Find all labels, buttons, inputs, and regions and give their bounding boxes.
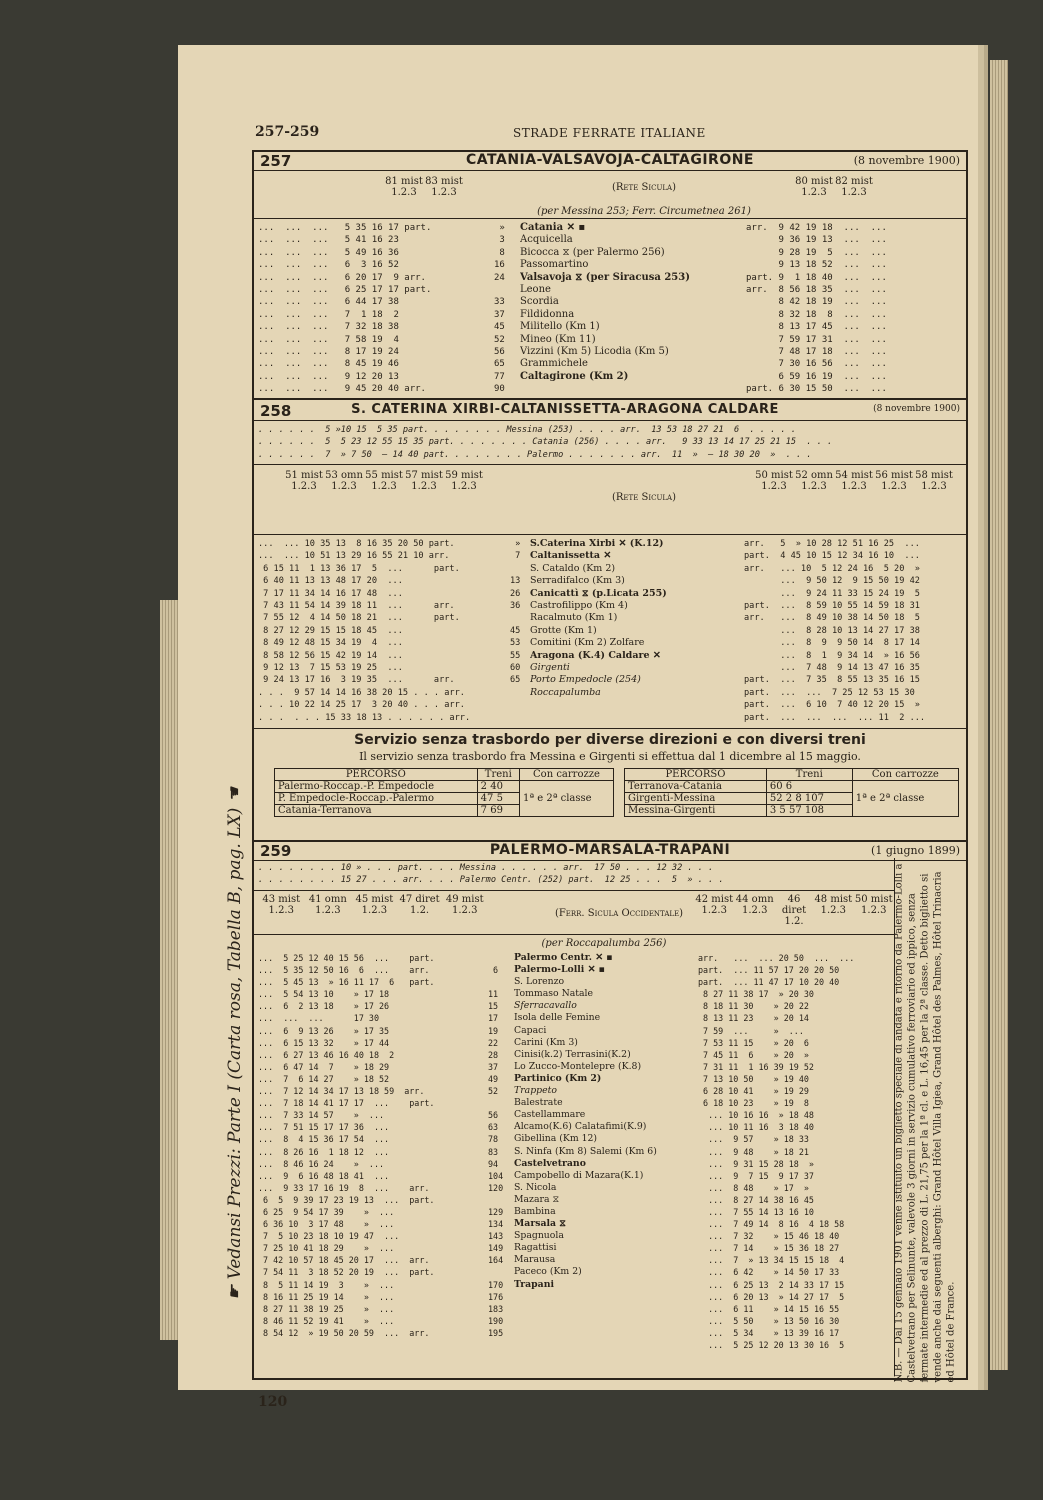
station: Palermo Centr. ✕ ▪ (514, 952, 613, 963)
train-col: 55 mist 1.2.3 (365, 470, 403, 492)
section-258-left-cols (284, 470, 484, 492)
station: Lo Zucco-Montelepre (K.8) (514, 1060, 642, 1072)
station: Passomartino (520, 259, 589, 271)
station: Capaci (514, 1024, 547, 1036)
section-258-stations (530, 538, 745, 699)
section-date: (8 novembre 1900) (873, 404, 960, 414)
station: Vizzini (Km 5) Licodia (Km 5) (520, 346, 669, 358)
network-label: (Ferr. Sicula Occidentale) (554, 908, 684, 919)
train-col: 54 mist 1.2.3 (835, 470, 873, 492)
section-date: (1 giugno 1899) (871, 844, 960, 857)
section-259-left-cols (258, 894, 488, 916)
trains: 7 69 (477, 805, 519, 817)
station: Tommaso Natale (514, 988, 594, 1000)
station: Carini (Km 3) (514, 1036, 578, 1048)
train-col: 46 diret 1.2. (781, 894, 807, 927)
station: S. Cataldo (Km 2) (530, 562, 616, 574)
station: Catania ✕ ▪ (520, 222, 586, 233)
train-col: 50 mist 1.2.3 (854, 894, 893, 916)
station: Spagnuola (514, 1230, 564, 1242)
service-subtitle: Il servizio senza trasbordo fra Messina e Girgenti si effettua dal 1 dicembre al 15 maggio. (359, 750, 861, 763)
route: Catania-Terranova (275, 805, 478, 817)
section-date: (8 novembre 1900) (853, 154, 960, 167)
col-header: Con carrozze (519, 769, 613, 781)
rule (254, 728, 966, 729)
trains: 60 6 (766, 781, 852, 793)
train-col: 56 mist 1.2.3 (875, 470, 913, 492)
rule (254, 218, 966, 219)
page-stack-edge (990, 60, 1008, 1370)
station: Porto Empedocle (254) (530, 674, 641, 686)
station: Gibellina (Km 12) (514, 1133, 598, 1145)
service-title: Servizio senza trasbordo per diverse direzioni e con diversi treni (354, 732, 866, 748)
train-col: 45 mist 1.2.3 (355, 894, 394, 916)
station: Roccapalumba (530, 686, 601, 698)
section-257-left-times: ... ... ... 5 35 16 17 part. ... ... ... 5 41 16 23 ... ... ... 5 49 16 36 ... ... ... 6 3 16 52 ... ... ... 6 20 17 9 arr. ... ... ... 6 25 17 17 part. ... ... ... 6 44 17 38 ... ... ... 7 1 18 2 ... ... ... 7 32 18 38 ... ... ... 7 58 19 4 ... ... ... 8 17 19 24 ... ... ... 8 45 19 46 ... ... ... 9 12 20 13 ... ... ... 9 45 20 40 arr. (258, 223, 432, 395)
station: S. Nicola (514, 1181, 557, 1193)
connection-note: (per Roccapalumba 256) (541, 938, 667, 949)
section-title: CATANIA-VALSAVOJA-CALTAGIRONE (466, 152, 754, 168)
station: Partinico (Km 2) (514, 1072, 602, 1084)
network-label: (Rete Sicula) (612, 182, 676, 193)
section-258-right-times: arr. 5 » 10 28 12 51 16 25 ... part. 4 45 10 15 12 34 16 10 ... arr. ... 10 5 12 24 16 5 20 » ... 9 50 12 9 15 50 19 42 ... 9 24 11 33 15 24 19 5 part. ... 8 59 10 55 14 59 18 31 arr. ... 8 49 10 38 14 50 18 5 ... 8 28 10 13 14 27 17 38 ... 8 9 9 50 14 8 17 14 ... 8 1 9 34 14 » 16 56 ... 7 48 9 14 13 47 16 35 part. ... 7 35 8 55 13 35 16 15 part. ... ... 7 25 12 53 15 30 part. ... 6 10 7 40 12 20 15 » part. ... ... ... ... 11 2 ... (744, 539, 926, 723)
section-title: S. CATERINA XIRBI-CALTANISSETTA-ARAGONA CALDARE (351, 402, 779, 417)
section-259-stations (514, 952, 694, 1291)
trains: 47 5 (477, 793, 519, 805)
rule (254, 464, 966, 465)
trains: 3 5 57 108 (766, 805, 852, 817)
station: S.Caterina Xirbi ✕ (K.12) (530, 538, 664, 549)
network-label: (Rete Sicula) (612, 492, 676, 503)
section-257-km: » 3 8 16 24 33 37 45 52 56 65 77 90 (494, 223, 505, 395)
section-259-header (254, 840, 966, 861)
station: Scordia (520, 296, 559, 308)
page-header (255, 120, 955, 146)
rule (254, 890, 894, 891)
station: Ragattisi (514, 1242, 557, 1254)
section-257-stations (520, 222, 740, 383)
rule (254, 534, 966, 535)
nb-note (893, 860, 965, 1383)
section-257-right-times: arr. 9 42 19 18 ... ... 9 36 19 13 ... ... 9 28 19 5 ... ... 9 13 18 52 ... ... part. 9 1 18 40 ... ... arr. 8 56 18 35 ... ... 8 42 18 19 ... ... 8 32 18 8 ... ... 8 13 17 45 ... ... 7 59 17 31 ... ... 7 48 17 18 ... ... 7 30 16 56 ... ... 6 59 16 19 ... ... part. 6 30 15 50 ... ... (746, 223, 887, 395)
route: Terranova-Catania (625, 781, 767, 793)
train-col: 49 mist 1.2.3 (445, 894, 484, 916)
station: Canicattì ⧖ (p.Licata 255) (530, 587, 667, 599)
running-title: STRADE FERRATE ITALIANE (513, 126, 706, 140)
section-258-right-cols (754, 470, 954, 492)
train-col-83: 83 mist 1.2.3 (425, 176, 463, 198)
section-257-header (254, 152, 966, 171)
station: Racalmuto (Km 1) (530, 612, 618, 624)
route: P. Empedocle-Roccap.-Palermo (275, 793, 478, 805)
col-header: PERCORSO (625, 769, 767, 781)
service-table-left (274, 768, 614, 817)
train-col-81: 81 mist 1.2.3 (385, 176, 423, 198)
station: Fildidonna (520, 308, 575, 320)
station: Caltanissetta ✕ (530, 550, 612, 562)
section-259-left-times: ... 5 25 12 40 15 56 ... part. ... 5 35 12 50 16 6 ... arr. ... 5 45 13 » 16 11 17 6 part. ... 5 54 13 10 » 17 18 ... 6 2 13 18 » 17 26 ... ... ... 17 30 ... 6 9 13 26 » 17 35 ... 6 15 13 32 » 17 44 ... 6 27 13 46 16 40 18 2 ... 6 47 14 7 » 18 29 ... 7 6 14 27 » 18 52 ... 7 12 14 34 17 13 18 59 arr. ... 7 18 14 41 17 17 ... part. ... 7 33 14 57 » ... ... 7 51 15 17 17 36 ... ... 8 4 15 36 17 54 ... ... 8 26 16 1 18 12 ... ... 8 46 16 24 » ... ... 9 6 16 48 18 41 ... ... 9 33 17 16 19 8 ... arr. 6 5 9 39 17 23 19 13 ... part. 6 25 9 54 17 39 » ... 6 36 10 3 17 48 » ... 7 5 10 23 18 10 19 47 ... 7 25 10 41 18 29 » ... 7 42 10 57 18 45 20 17 ... arr. 7 54 11 3 18 52 20 19 ... part. 8 5 11 14 19 3 » ... 8 16 11 25 19 14 » ... 8 27 11 38 19 25 » ... 8 46 11 52 19 41 » ... 8 54 12 » 19 50 20 59 ... arr. (258, 953, 435, 1338)
train-col: 44 omn 1.2.3 (735, 894, 774, 916)
station: Castelvetrano (514, 1157, 586, 1169)
section-number: 258 (260, 402, 292, 420)
station: Mazara ⧖ (514, 1193, 559, 1205)
station: Valsavoja ⧖ (per Siracusa 253) (520, 271, 690, 283)
section-258-left-times: ... ... 10 35 13 8 16 35 20 50 part. ... ... 10 51 13 29 16 55 21 10 arr. 6 15 11 1 13 36 17 5 ... part. 6 40 11 13 13 48 17 20 ... 7 17 11 34 14 16 17 48 ... 7 43 11 54 14 39 18 11 ... arr. 7 55 12 4 14 50 18 21 ... part. 8 27 12 29 15 15 18 45 ... 8 49 12 48 15 34 19 4 ... 8 58 12 56 15 42 19 14 ... 9 12 13 7 15 53 19 25 ... 9 24 13 17 16 3 19 35 ... arr. . . . 9 57 14 14 16 38 20 15 . . . arr. . . . 10 22 14 25 17 3 20 40 . . . arr. . . . . . . 15 33 18 13 . . . . . . arr. (258, 539, 471, 723)
train-col: 43 mist 1.2.3 (262, 894, 301, 916)
train-col: 50 mist 1.2.3 (755, 470, 793, 492)
trains: 2 40 (477, 781, 519, 793)
station: Girgenti (530, 662, 570, 674)
section-number: 257 (260, 152, 292, 170)
station: Bambina (514, 1205, 556, 1217)
station: Balestrate (514, 1097, 563, 1109)
station: Campobello di Mazara(K.1) (514, 1169, 644, 1181)
station: Palermo-Lolli ✕ ▪ (514, 964, 605, 976)
side-note-text: ☛ Vedansi Prezzi: Parte I (Carta rosa, Tabella B, pag. LX) ☚ (225, 787, 245, 1300)
nb-note-text: N.B. — Dal 15 gennaio 1901 venne istituito un biglietto speciale di andata e ritorno da Palermo-Lolli a Castelvetrano per Selinunte, valevole 3 giorni in servizio cumulativo ferroviario ed ippico, senza fermate intermedie ed al prezzo di L. 21,75 per la 1ª cl. e L. 16,45 per la 2ª classe. Detto biglietto si vende anche dai seguenti alberghi: Grand Hôtel Villa Igiea, Grand Hôtel des Palmes, Hôtel Trinacria ed Hôtel de France. (893, 863, 957, 1383)
station: Castrofilippo (Km 4) (530, 600, 628, 612)
col-header: Treni (766, 769, 852, 781)
section-259-connections: . . . . . . . . 10 » . . . part. . . . Messina . . . . . . arr. 17 50 . . . 12 32 . . . . . . . . . . . 15 27 . . . arr. . . . Palermo Centr. (252) part. 12 25 . . . 5 » . . . (258, 863, 724, 886)
route: Girgenti-Messina (625, 793, 767, 805)
col-header: Con carrozze (852, 769, 958, 781)
page-range: 257-259 (255, 124, 320, 140)
train-col: 41 omn 1.2.3 (308, 894, 347, 916)
train-col: 47 diret 1.2. (399, 894, 440, 916)
station: Paceco (Km 2) (514, 1266, 582, 1278)
section-259-right-times: arr. ... ... 20 50 ... ... part. ... 11 57 17 20 20 50 part. ... 11 47 17 10 20 40 8 27 11 38 17 » 20 30 8 18 11 30 » 20 22 8 13 11 23 » 20 14 7 59 ... » ... 7 53 11 15 » 20 6 7 45 11 6 » 20 » 7 31 11 1 16 39 19 52 7 13 10 50 » 19 40 6 28 10 41 » 19 29 6 18 10 23 » 19 8 ... 10 16 16 » 18 48 ... 10 11 16 3 18 40 ... 9 57 » 18 33 ... 9 48 » 18 21 ... 9 31 15 28 18 » ... 9 7 15 9 17 37 ... 8 48 » 17 » ... 8 27 14 38 16 45 ... 7 55 14 13 16 10 ... 7 49 14 8 16 4 18 58 ... 7 32 » 15 46 18 40 ... 7 14 » 15 36 18 27 ... 7 » 13 34 15 15 18 4 ... 6 42 » 14 50 17 33 ... 6 25 13 2 14 33 17 15 ... 6 20 13 » 14 27 17 5 ... 6 11 » 14 15 16 55 ... 5 50 » 13 50 16 30 ... 5 34 » 13 39 16 17 ... 5 25 12 20 13 30 16 5 (698, 953, 855, 1350)
train-col: 58 mist 1.2.3 (915, 470, 953, 492)
station: Acquicella (520, 234, 573, 246)
class: 1ª e 2ª classe (519, 781, 613, 817)
station: Bicocca ⧖ (per Palermo 256) (520, 246, 665, 258)
timetable-frame (252, 150, 968, 1380)
connection-note: (per Messina 253; Ferr. Circumetnea 261) (537, 206, 751, 217)
train-col: 42 mist 1.2.3 (695, 894, 734, 916)
section-259-km: 6 11 15 17 19 22 28 37 49 52 56 63 78 83 94 104 120 129 134 143 149 164 170 176 183 190 195 (488, 965, 504, 1338)
station: Sferracavallo (514, 1000, 577, 1012)
train-col-80: 80 mist 1.2.3 (795, 176, 833, 198)
section-title: PALERMO-MARSALA-TRAPANI (489, 842, 731, 858)
train-col: 48 mist 1.2.3 (814, 894, 853, 916)
station: Marsala ⧖ (514, 1218, 566, 1230)
station: Grammichele (520, 358, 588, 370)
station: Marausa (514, 1254, 556, 1266)
route: Palermo-Roccap.-P. Empedocle (275, 781, 478, 793)
station: S. Lorenzo (514, 976, 565, 988)
section-259-right-cols (694, 894, 894, 927)
station: Isola delle Femine (514, 1012, 601, 1024)
station: Comitini (Km 2) Zolfare (530, 637, 645, 649)
route: Messina-Girgenti (625, 805, 767, 817)
station: Trapani (514, 1278, 554, 1290)
station: Militello (Km 1) (520, 321, 600, 333)
station: Leone (520, 284, 551, 296)
section-number: 259 (260, 842, 292, 860)
train-col: 57 mist 1.2.3 (405, 470, 443, 492)
col-header: Treni (477, 769, 519, 781)
service-table-right (624, 768, 959, 817)
station: Mineo (Km 11) (520, 333, 596, 345)
page-number: 120 (258, 1394, 288, 1410)
trains: 52 2 8 107 (766, 793, 852, 805)
section-258-connections: . . . . . . 5 »10 15 5 35 part. . . . . . . . Messina (253) . . . . arr. 13 53 18 27 21 6 . . . . . . . . . . . 5 5 23 12 55 15 35 part. . . . . . . . Catania (256) . . . . arr. 9 33 13 14 17 25 21 15 . . . . . . . . . 7 » 7 50 — 14 40 part. . . . . . . . Palermo . . . . . . . arr. 11 » — 18 30 20 » . . . (258, 425, 833, 460)
station: Aragona (K.4) Caldare ✕ (530, 649, 661, 661)
section-258-header (254, 402, 966, 421)
rule (254, 934, 894, 935)
station: Cinisi(k.2) Terrasini(K.2) (514, 1048, 631, 1060)
station: S. Ninfa (Km 8) Salemi (Km 6) (514, 1145, 657, 1157)
station: Castellammare (514, 1109, 586, 1121)
station: Caltagirone (Km 2) (520, 370, 629, 382)
station: Trappeto (514, 1085, 557, 1097)
station: Alcamo(K.6) Calatafimi(K.9) (514, 1121, 647, 1133)
train-col: 59 mist 1.2.3 (445, 470, 483, 492)
class: 1ª e 2ª classe (852, 781, 958, 817)
train-col: 51 mist 1.2.3 (285, 470, 323, 492)
station: Serradifalco (Km 3) (530, 575, 625, 587)
rule (254, 398, 966, 400)
train-col: 53 omn 1.2.3 (325, 470, 363, 492)
train-col-82: 82 mist 1.2.3 (835, 176, 873, 198)
section-258-km: » 7 13 26 36 45 53 55 60 65 (510, 539, 521, 686)
station: Grotte (Km 1) (530, 624, 597, 636)
train-col: 52 omn 1.2.3 (795, 470, 833, 492)
col-header: PERCORSO (275, 769, 478, 781)
